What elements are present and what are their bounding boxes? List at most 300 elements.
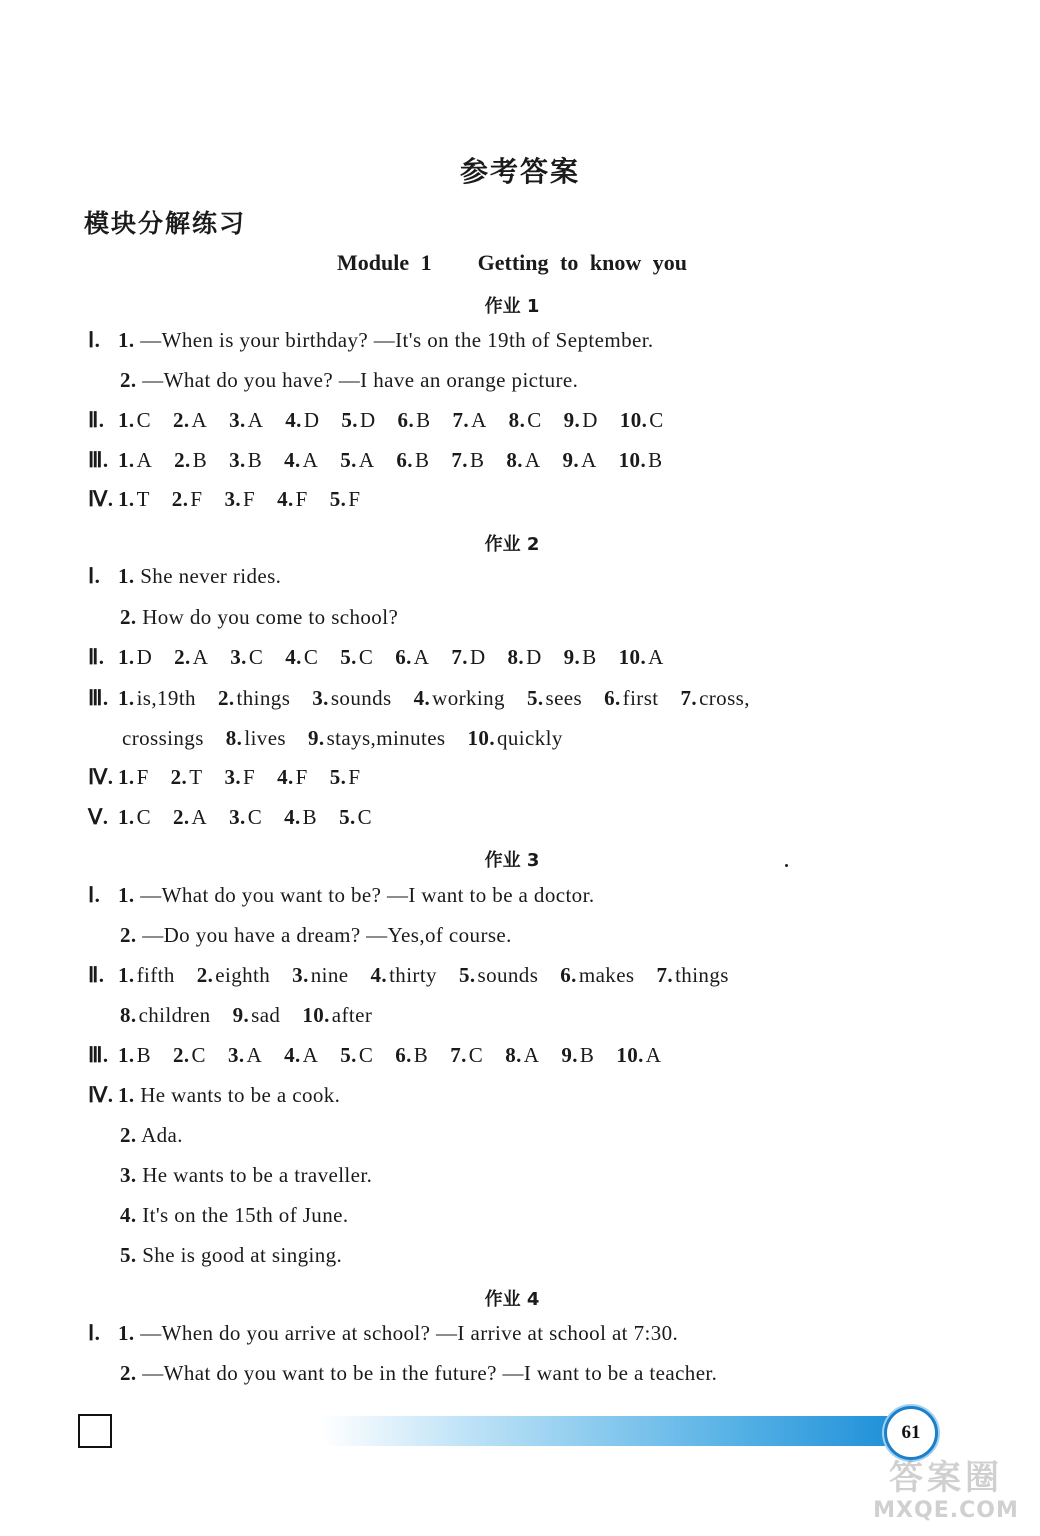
item-number: 2. [171,487,189,511]
answer-item [340,1043,373,1068]
answer-item [120,726,204,751]
item-group [118,448,685,472]
item-answer: F [348,765,361,789]
answer-item [341,408,375,433]
item-number: 3. [230,645,247,669]
item-number: 5. [340,448,357,472]
item-number: 2. [120,1123,137,1147]
item-answer: A [247,408,264,432]
answer-text: Ada. [141,1123,183,1147]
item-answer: F [190,487,203,511]
answer-line [120,1003,394,1028]
watermark-domain: MXQE.COM [873,1498,1019,1523]
answer-line [88,1321,678,1346]
item-number: 6. [395,645,412,669]
item-answer: A [581,448,597,472]
item-number: 6. [560,963,577,987]
item-number: 1. [118,1321,135,1345]
answer-line [120,1361,717,1386]
answer-item [509,408,542,433]
item-number: 1. [118,1083,135,1107]
item-number: 8. [508,408,526,432]
item-answer: C [468,1043,484,1067]
item-number: 3. [224,487,242,511]
answer-item [312,686,391,711]
item-number: 4. [284,448,301,472]
item-answer: D [526,645,542,669]
item-number: 4. [285,408,302,432]
item-answer: crossings [122,726,204,750]
answer-item [285,645,318,670]
item-answer: sad [251,1003,281,1027]
item-answer: A [246,1043,263,1067]
roman-numeral: Ⅲ. [88,686,109,710]
item-answer: sees [545,686,583,710]
answer-item [604,686,658,711]
answer-text: —What do you want to be in the future? —I want to be a teacher. [142,1361,718,1385]
answer-item [508,645,542,670]
item-number: 2. [174,645,191,669]
answer-item [174,448,207,473]
item-number: 5. [329,487,347,511]
roman-numeral: Ⅰ. [88,883,101,907]
item-number: 10. [618,645,647,669]
answer-item [118,448,152,473]
item-number: 5. [341,408,358,432]
answer-line [88,564,281,589]
answer-line [88,645,686,670]
item-answer: A [413,645,430,669]
item-number: 6. [395,1043,412,1067]
answer-line [88,448,685,473]
item-answer: things [236,686,291,710]
item-answer: C [649,408,664,432]
item-number: 1. [118,564,135,588]
footer-band [320,1416,900,1446]
item-number: 2. [172,1043,190,1067]
item-number: 2. [120,923,137,947]
answer-item [619,645,664,670]
item-answer: F [295,487,308,511]
item-group [118,645,686,669]
answer-item [308,726,446,751]
item-number: 3. [224,765,242,789]
answer-line [88,487,382,512]
answer-item [226,726,286,751]
answer-item [451,448,484,473]
answer-line [120,1203,348,1228]
item-answer: eighth [215,963,271,987]
item-answer: B [247,448,263,472]
answer-item [284,448,318,473]
answer-item [229,408,263,433]
answer-item [459,963,538,988]
roman-numeral: Ⅱ. [88,408,105,432]
item-answer: D [582,408,598,432]
answer-item [118,645,152,670]
answer-item [173,805,207,830]
homework-4-title: 作业 4 [484,1289,540,1310]
item-number: 2. [172,805,190,829]
answer-item [284,805,317,830]
item-number: 2. [120,368,137,392]
item-answer: A [645,1043,662,1067]
roman-numeral: Ⅱ. [88,645,105,669]
item-number: 9. [563,645,581,669]
answer-item [118,487,150,512]
item-group [118,1043,683,1067]
item-answer: B [469,448,485,472]
answer-item [118,1043,151,1068]
answer-text: She never rides. [140,564,282,588]
item-number: 8. [507,645,525,669]
answer-text: She is good at singing. [142,1243,343,1267]
item-number: 1. [118,487,135,511]
roman-numeral: Ⅱ. [88,963,105,987]
answer-text: How do you come to school? [142,605,399,629]
answer-line [120,605,398,630]
item-number: 4. [413,686,431,710]
answer-item [506,448,540,473]
answer-line [120,1163,372,1188]
item-number: 3. [229,448,246,472]
item-number: 1. [118,408,135,432]
item-number: 5. [329,765,347,789]
item-answer: D [359,408,376,432]
item-number: 3. [229,805,246,829]
item-number: 1. [118,328,135,352]
item-number: 9. [561,1043,578,1067]
answer-line [120,923,512,948]
answer-item [619,448,663,473]
stray-dot [785,864,788,867]
watermark-text: 答案圈 [889,1458,1003,1498]
answer-line [88,805,394,830]
roman-numeral: Ⅳ. [88,1083,114,1107]
item-number: 8. [120,1003,137,1027]
item-number: 1. [118,645,135,669]
item-answer: A [648,645,664,669]
answer-item [172,487,203,512]
item-number: 7. [450,1043,467,1067]
item-answer: A [523,1043,540,1067]
item-number: 4. [120,1203,137,1227]
answer-item [620,408,664,433]
answer-item [171,765,203,790]
answer-item [224,765,255,790]
answer-item [398,408,431,433]
item-answer: B [302,805,318,829]
answer-item [340,448,374,473]
item-answer: T [136,487,150,511]
item-number: 1. [118,765,135,789]
answer-item [118,765,149,790]
answer-item [564,645,597,670]
item-answer: F [243,487,256,511]
answer-item [505,1043,539,1068]
item-number: 1. [118,1043,135,1067]
item-answer: C [247,805,263,829]
answer-item [414,686,505,711]
item-answer: C [248,645,264,669]
item-group [118,805,394,829]
item-answer: C [303,645,319,669]
homework-1-title: 作业 1 [484,296,540,317]
answer-line [120,1243,342,1268]
item-answer: children [138,1003,211,1027]
answer-item [451,645,485,670]
answer-item [197,963,270,988]
item-answer: T [189,765,203,789]
item-number: 5. [339,805,356,829]
answer-line [88,963,751,988]
answer-item [561,1043,594,1068]
item-answer: B [416,408,431,432]
item-answer: stays,minutes [326,726,446,750]
item-number: 10. [616,1043,644,1067]
answer-item [396,448,429,473]
item-number: 4. [277,765,294,789]
item-answer: A [191,805,208,829]
roman-numeral: Ⅰ. [88,328,101,352]
answer-item [120,1003,211,1028]
answer-line [88,1043,683,1068]
answer-item [564,408,598,433]
roman-numeral: Ⅳ. [88,487,114,511]
item-answer: F [348,487,361,511]
answer-item [657,963,729,988]
item-number: 2. [120,1361,137,1385]
item-number: 3. [229,408,246,432]
roman-numeral: Ⅲ. [88,1043,109,1067]
item-answer: C [358,645,374,669]
answer-item [340,645,373,670]
roman-numeral: Ⅰ. [88,564,101,588]
item-number: 7. [656,963,674,987]
item-answer: sounds [477,963,539,987]
item-answer: thirty [389,963,437,987]
item-answer: C [527,408,542,432]
item-number: 2. [174,448,191,472]
item-group [120,1003,394,1027]
answer-item [284,1043,318,1068]
answer-item [395,645,429,670]
answer-item [292,963,348,988]
answer-line [88,328,654,353]
item-answer: B [579,1043,595,1067]
roman-numeral: Ⅳ. [88,765,114,789]
answer-text: —When is your birthday? —It's on the 19th of September. [140,328,654,352]
answer-item [228,1043,262,1068]
item-number: 4. [284,1043,301,1067]
item-number: 6. [397,408,415,432]
answer-item [371,963,437,988]
answer-item [174,645,208,670]
answer-text: —What do you want to be? —I want to be a doctor. [140,883,595,907]
homework-3-title: 作业 3 [484,850,540,871]
roman-numeral: Ⅲ. [88,448,109,472]
answer-item [560,963,634,988]
item-number: 10. [619,408,648,432]
page-title: 参考答案 [459,155,580,188]
answer-item [233,1003,281,1028]
item-number: 4. [277,487,294,511]
answer-text: It's on the 15th of June. [142,1203,349,1227]
item-number: 1. [118,448,135,472]
item-answer: B [648,448,663,472]
item-number: 2. [172,408,190,432]
item-number: 2. [217,686,235,710]
item-number: 9. [563,408,581,432]
item-answer: A [302,1043,319,1067]
item-number: 9. [308,726,325,750]
answer-item [681,686,750,711]
answer-item [118,805,151,830]
item-number: 3. [120,1163,137,1187]
item-answer: C [358,1043,374,1067]
item-answer: C [136,805,151,829]
item-group [118,408,686,432]
item-number: 1. [118,883,135,907]
item-number: 5. [120,1243,137,1267]
item-number: 5. [526,686,544,710]
answer-line [88,1083,340,1108]
item-group [118,487,382,511]
answer-item [118,686,196,711]
answer-item [118,408,151,433]
item-answer: A [192,645,209,669]
item-answer: things [675,963,729,987]
item-answer: A [136,448,153,472]
answer-item [330,765,361,790]
answer-item [339,805,372,830]
item-number: 9. [562,448,580,472]
item-answer: B [192,448,208,472]
item-number: 10. [618,448,647,472]
item-number: 4. [285,645,302,669]
answer-item [616,1043,661,1068]
answer-item [173,408,207,433]
item-group [118,765,382,789]
item-number: 7. [451,448,468,472]
item-answer: B [136,1043,151,1067]
answer-item [330,487,361,512]
item-number: 3. [312,686,329,710]
item-answer: C [136,408,151,432]
item-number: 6. [604,686,621,710]
homework-2-title: 作业 2 [484,534,540,555]
item-number: 1. [118,963,135,987]
answer-line [120,1123,183,1148]
answer-text: He wants to be a traveller. [142,1163,373,1187]
item-number: 7. [451,645,468,669]
item-answer: after [331,1003,373,1027]
answer-item [173,1043,206,1068]
item-number: 8. [505,1043,522,1067]
answer-line [120,368,578,393]
item-answer: makes [578,963,635,987]
item-number: 4. [370,963,388,987]
answer-line [120,726,585,751]
item-answer: B [413,1043,429,1067]
item-answer: quickly [496,726,563,750]
item-number: 10. [467,726,495,750]
answer-item [450,1043,483,1068]
item-number: 3. [227,1043,245,1067]
answer-item [229,448,262,473]
answer-item [277,487,308,512]
answer-item [563,448,597,473]
item-answer: A [302,448,319,472]
item-answer: D [303,408,320,432]
answer-text: —When do you arrive at school? —I arrive at school at 7:30. [140,1321,679,1345]
item-answer: B [582,645,597,669]
answer-item [118,963,175,988]
answer-item [229,805,262,830]
item-group [120,726,585,750]
answer-item [453,408,487,433]
item-answer: D [469,645,486,669]
item-number: 5. [458,963,476,987]
item-answer: A [524,448,541,472]
item-number: 1. [118,686,135,710]
item-answer: B [414,448,430,472]
answer-item [277,765,308,790]
item-answer: F [295,765,308,789]
item-group [118,686,772,710]
answer-line [88,408,686,433]
watermark-logo [862,1458,1030,1530]
answer-item [218,686,290,711]
answer-text: —What do you have? —I have an orange picture. [142,368,579,392]
item-number: 9. [232,1003,250,1027]
roman-numeral: Ⅰ. [88,1321,101,1345]
answer-item [468,726,563,751]
item-answer: sounds [330,686,392,710]
corner-box [78,1414,112,1448]
item-number: 7. [680,686,698,710]
item-answer: is,19th [136,686,196,710]
item-answer: C [191,1043,206,1067]
item-answer: first [622,686,659,710]
answer-item [527,686,582,711]
page-number: 61 [884,1406,938,1460]
roman-numeral: Ⅴ. [88,805,109,829]
item-number: 2. [170,765,188,789]
item-number: 6. [396,448,413,472]
item-number: 8. [506,448,523,472]
item-number: 5. [340,1043,357,1067]
item-number: 3. [292,963,309,987]
item-answer: F [136,765,149,789]
item-answer: F [243,765,256,789]
answer-item [395,1043,428,1068]
item-answer: A [471,408,487,432]
section-title: 模块分解练习 [84,209,247,238]
item-answer: D [136,645,153,669]
item-answer: fifth [136,963,175,987]
answer-item [302,1003,372,1028]
item-number: 2. [120,605,137,629]
item-number: 2. [196,963,214,987]
item-answer: lives [244,726,286,750]
answer-line [88,686,772,711]
item-answer: cross, [699,686,750,710]
item-number: 5. [340,645,357,669]
answer-line [88,883,594,908]
answer-line [88,765,382,790]
item-number: 1. [118,805,135,829]
